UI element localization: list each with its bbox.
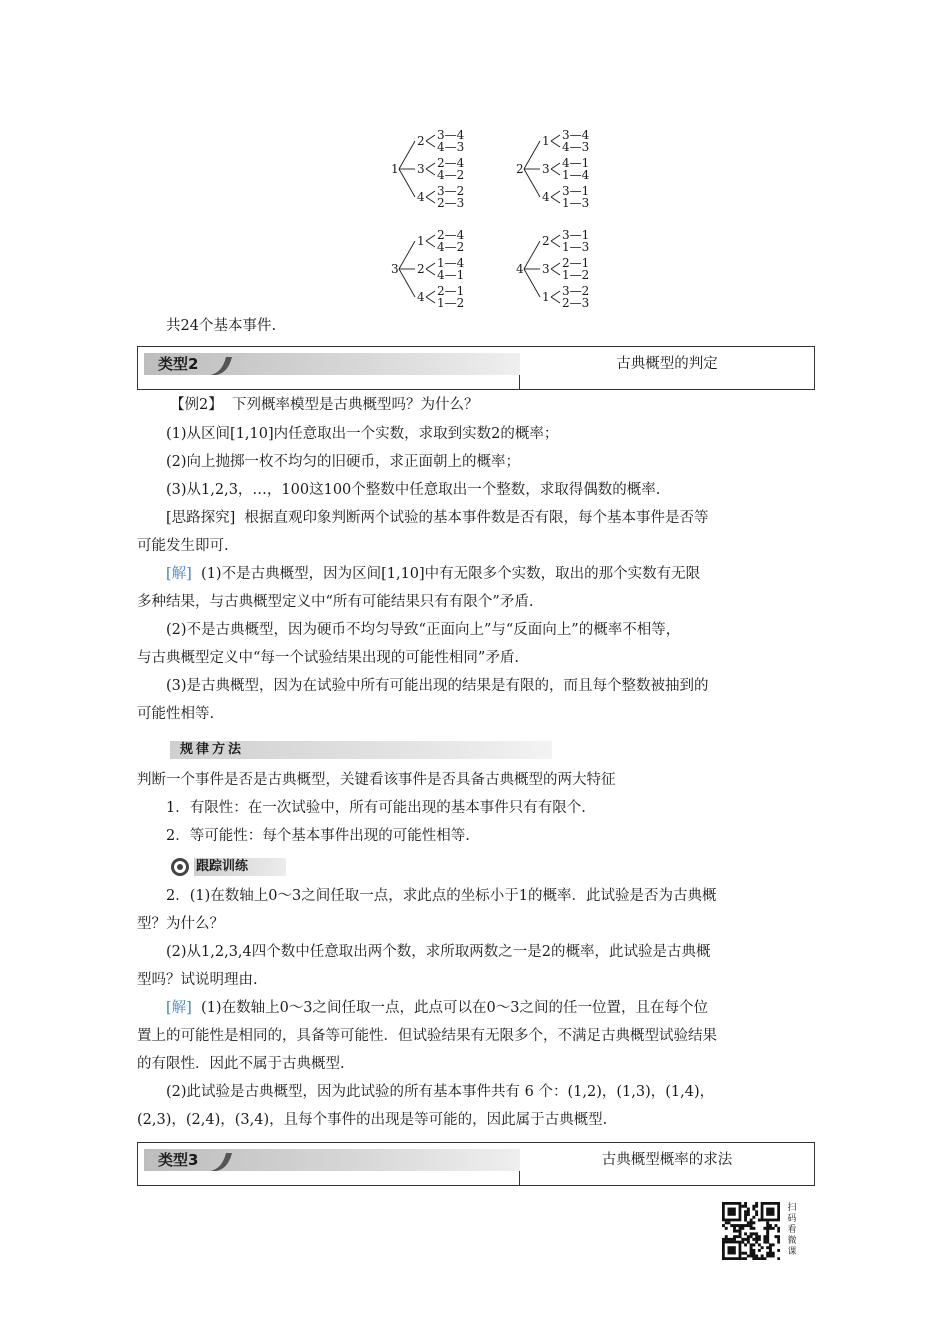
tree-leaf: 2—4 [437,228,465,242]
practice-a2-line-2: (2,3)，(2,4)，(3,4)，且每个事件的出现是等可能的，因此属于古典概型. [137,1112,608,1128]
thinking-line-2: 可能发生即可. [137,538,229,554]
method-intro: 判断一个事件是否是古典概型，关键看该事件是否具备古典概型的两大特征 [137,772,616,788]
tree-node: 2 [417,134,425,148]
tree-edge [524,241,540,269]
type3-bar [144,1149,520,1171]
qr-code-icon[interactable] [722,1202,780,1260]
type2-label: 类型2 [158,355,199,373]
tree-diagram-root-1 [385,128,485,210]
tree-diagram-root-3 [385,228,485,310]
swoosh-icon [208,1149,238,1171]
practice-q1-line-2: 型？为什么？ [137,916,224,932]
solution-1-line-1: [解] (1)不是古典概型，因为区间[1,10]中有无限多个实数，取出的那个实数有无限 [166,566,701,582]
tree-node: 1 [542,134,550,148]
tree-node: 1 [542,290,550,304]
qr-caption: 扫 码 看 微 课 [787,1203,797,1257]
tree-node: 3 [542,162,550,176]
tree-node: 2 [542,234,550,248]
tree-edge [524,269,540,297]
tree-leaf: 3—2 [562,284,590,298]
type2-title: 古典概型的判定 [616,356,718,372]
tree-edge [426,135,435,141]
tree-leaf: 1—2 [437,296,465,310]
solution-tag: [解] [166,566,192,582]
tree-edge [426,163,435,169]
solution-2-line-2: 与古典概型定义中“每一个试验结果出现的可能性相同”矛盾. [137,650,519,666]
tree-edge [524,169,540,197]
tree-edge [399,241,415,269]
method-banner [170,741,552,759]
thinking-tag: [思路探究] [166,510,236,526]
tree-summary: 共24个基本事件. [166,318,277,334]
tree-leaf: 4—2 [437,168,465,182]
tree-leaf: 4—2 [437,240,465,254]
tree-leaf: 3—1 [562,184,590,198]
type3-header [137,1142,815,1186]
tree-leaf: 1—4 [437,256,465,270]
tree-diagram-root-2 [510,128,610,210]
tree-node: 3 [542,262,550,276]
tree-edge [426,241,435,247]
tree-node: 4 [417,290,425,304]
tree-edge [551,163,560,169]
tree-edge [426,197,435,203]
tree-root: 3 [391,262,399,276]
tree-node: 3 [417,162,425,176]
tree-leaf: 3—4 [562,128,590,142]
tree-edge [426,191,435,197]
method-point-2: 2．等可能性：每个基本事件出现的可能性相等. [166,828,470,844]
tree-edge [426,269,435,275]
tree-edge [551,197,560,203]
tree-edge [551,169,560,175]
practice-banner [170,857,290,875]
practice-q2-line-2: 型吗？试说明理由. [137,972,258,988]
tree-leaf: 2—3 [562,296,590,310]
example2-item-3: (3)从1,2,3，…，100这100个整数中任意取出一个整数，求取得偶数的概率. [166,482,661,498]
tree-leaf: 3—1 [562,228,590,242]
tree-leaf: 4—1 [437,268,465,282]
tree-edge [399,269,415,297]
practice-q2-line-1: (2)从1,2,3,4四个数中任意取出两个数，求所取两数之一是2的概率，此试验是古典概 [166,944,711,960]
target-icon [170,857,192,877]
type3-title: 古典概型概率的求法 [601,1152,733,1168]
tree-edge [551,241,560,247]
tree-node: 4 [417,190,425,204]
solution-3-line-1: (3)是古典概型，因为在试验中所有可能出现的结果是有限的，而且每个整数被抽到的 [166,678,709,694]
tree-root: 2 [516,162,524,176]
tree-leaf: 2—3 [437,196,465,210]
tree-root: 4 [516,262,524,276]
tree-leaf: 1—3 [562,196,590,210]
swoosh-icon [208,353,238,375]
tree-edge [426,297,435,303]
tree-leaf: 1—3 [562,240,590,254]
tree-root: 1 [391,162,399,176]
solution-2-line-1: (2)不是古典概型，因为硬币不均匀导致“正面向上”与“反面向上”的概率不相等， [166,622,681,638]
tree-edge [426,291,435,297]
example-tag: 【例2】 [170,397,223,413]
practice-solution-tag: [解] [166,1000,192,1016]
practice-banner-label: 跟踪训练 [196,859,249,874]
tree-edge [551,235,560,241]
tree-leaf: 4—3 [562,140,590,154]
practice-q1-line-1: 2．(1)在数轴上0～3之间任取一点，求此点的坐标小于1的概率．此试验是否为古典概 [166,888,717,904]
tree-edge [551,297,560,303]
type2-bar [144,353,520,375]
tree-edge [551,141,560,147]
tree-edge [426,141,435,147]
tree-leaf: 2—4 [437,156,465,170]
example2-heading [170,395,478,415]
tree-edge [551,191,560,197]
tree-edge [551,291,560,297]
tree-edge [426,169,435,175]
tree-edge [551,263,560,269]
tree-leaf: 3—4 [437,128,465,142]
tree-leaf: 4—3 [437,140,465,154]
tree-leaf: 3—2 [437,184,465,198]
type3-label: 类型3 [158,1151,199,1169]
tree-edge [399,169,415,197]
example2-item-1: (1)从区间[1,10]内任意取出一个实数，求取到实数2的概率； [166,426,559,442]
practice-a1-line-2: 置上的可能性是相同的，具备等可能性．但试验结果有无限多个，不满足古典概型试验结果 [137,1028,717,1044]
tree-leaf: 2—1 [562,256,590,270]
example2-item-2: (2)向上抛掷一枚不均匀的旧硬币，求正面朝上的概率； [166,454,521,470]
example-question: 下列概率模型是古典概型吗？为什么？ [231,397,479,413]
method-banner-label: 规律方法 [180,742,245,757]
solution-3-line-2: 可能性相等. [137,706,215,722]
practice-a1-line-1: [解] (1)在数轴上0～3之间任取一点，此点可以在0～3之间的任一位置，且在每个位 [166,1000,708,1016]
practice-a1-line-3: 的有限性．因此不属于古典概型. [137,1056,345,1072]
practice-a2-line-1: (2)此试验是古典概型，因为此试验的所有基本事件共有 6 个：(1,2)，(1,3)，(1,4)， [166,1084,715,1100]
type2-header [137,346,815,390]
tree-edge [551,269,560,275]
tree-node: 4 [542,190,550,204]
tree-edge [399,141,415,169]
tree-edge [551,135,560,141]
tree-leaf: 2—1 [437,284,465,298]
method-point-1: 1．有限性：在一次试验中，所有可能出现的基本事件只有有限个. [166,800,586,816]
tree-leaf: 1—2 [562,268,590,282]
tree-edge [426,263,435,269]
tree-leaf: 4—1 [562,156,590,170]
tree-edge [524,141,540,169]
solution-1-line-2: 多种结果，与古典概型定义中“所有可能结果只有有限个”矛盾. [137,594,534,610]
tree-edge [426,235,435,241]
tree-node: 1 [417,234,425,248]
tree-leaf: 1—4 [562,168,590,182]
thinking-line-1: [思路探究] 根据直观印象判断两个试验的基本事件数是否有限，每个基本事件是否等 [166,510,709,526]
tree-diagram-root-4 [510,228,610,310]
tree-node: 2 [417,262,425,276]
